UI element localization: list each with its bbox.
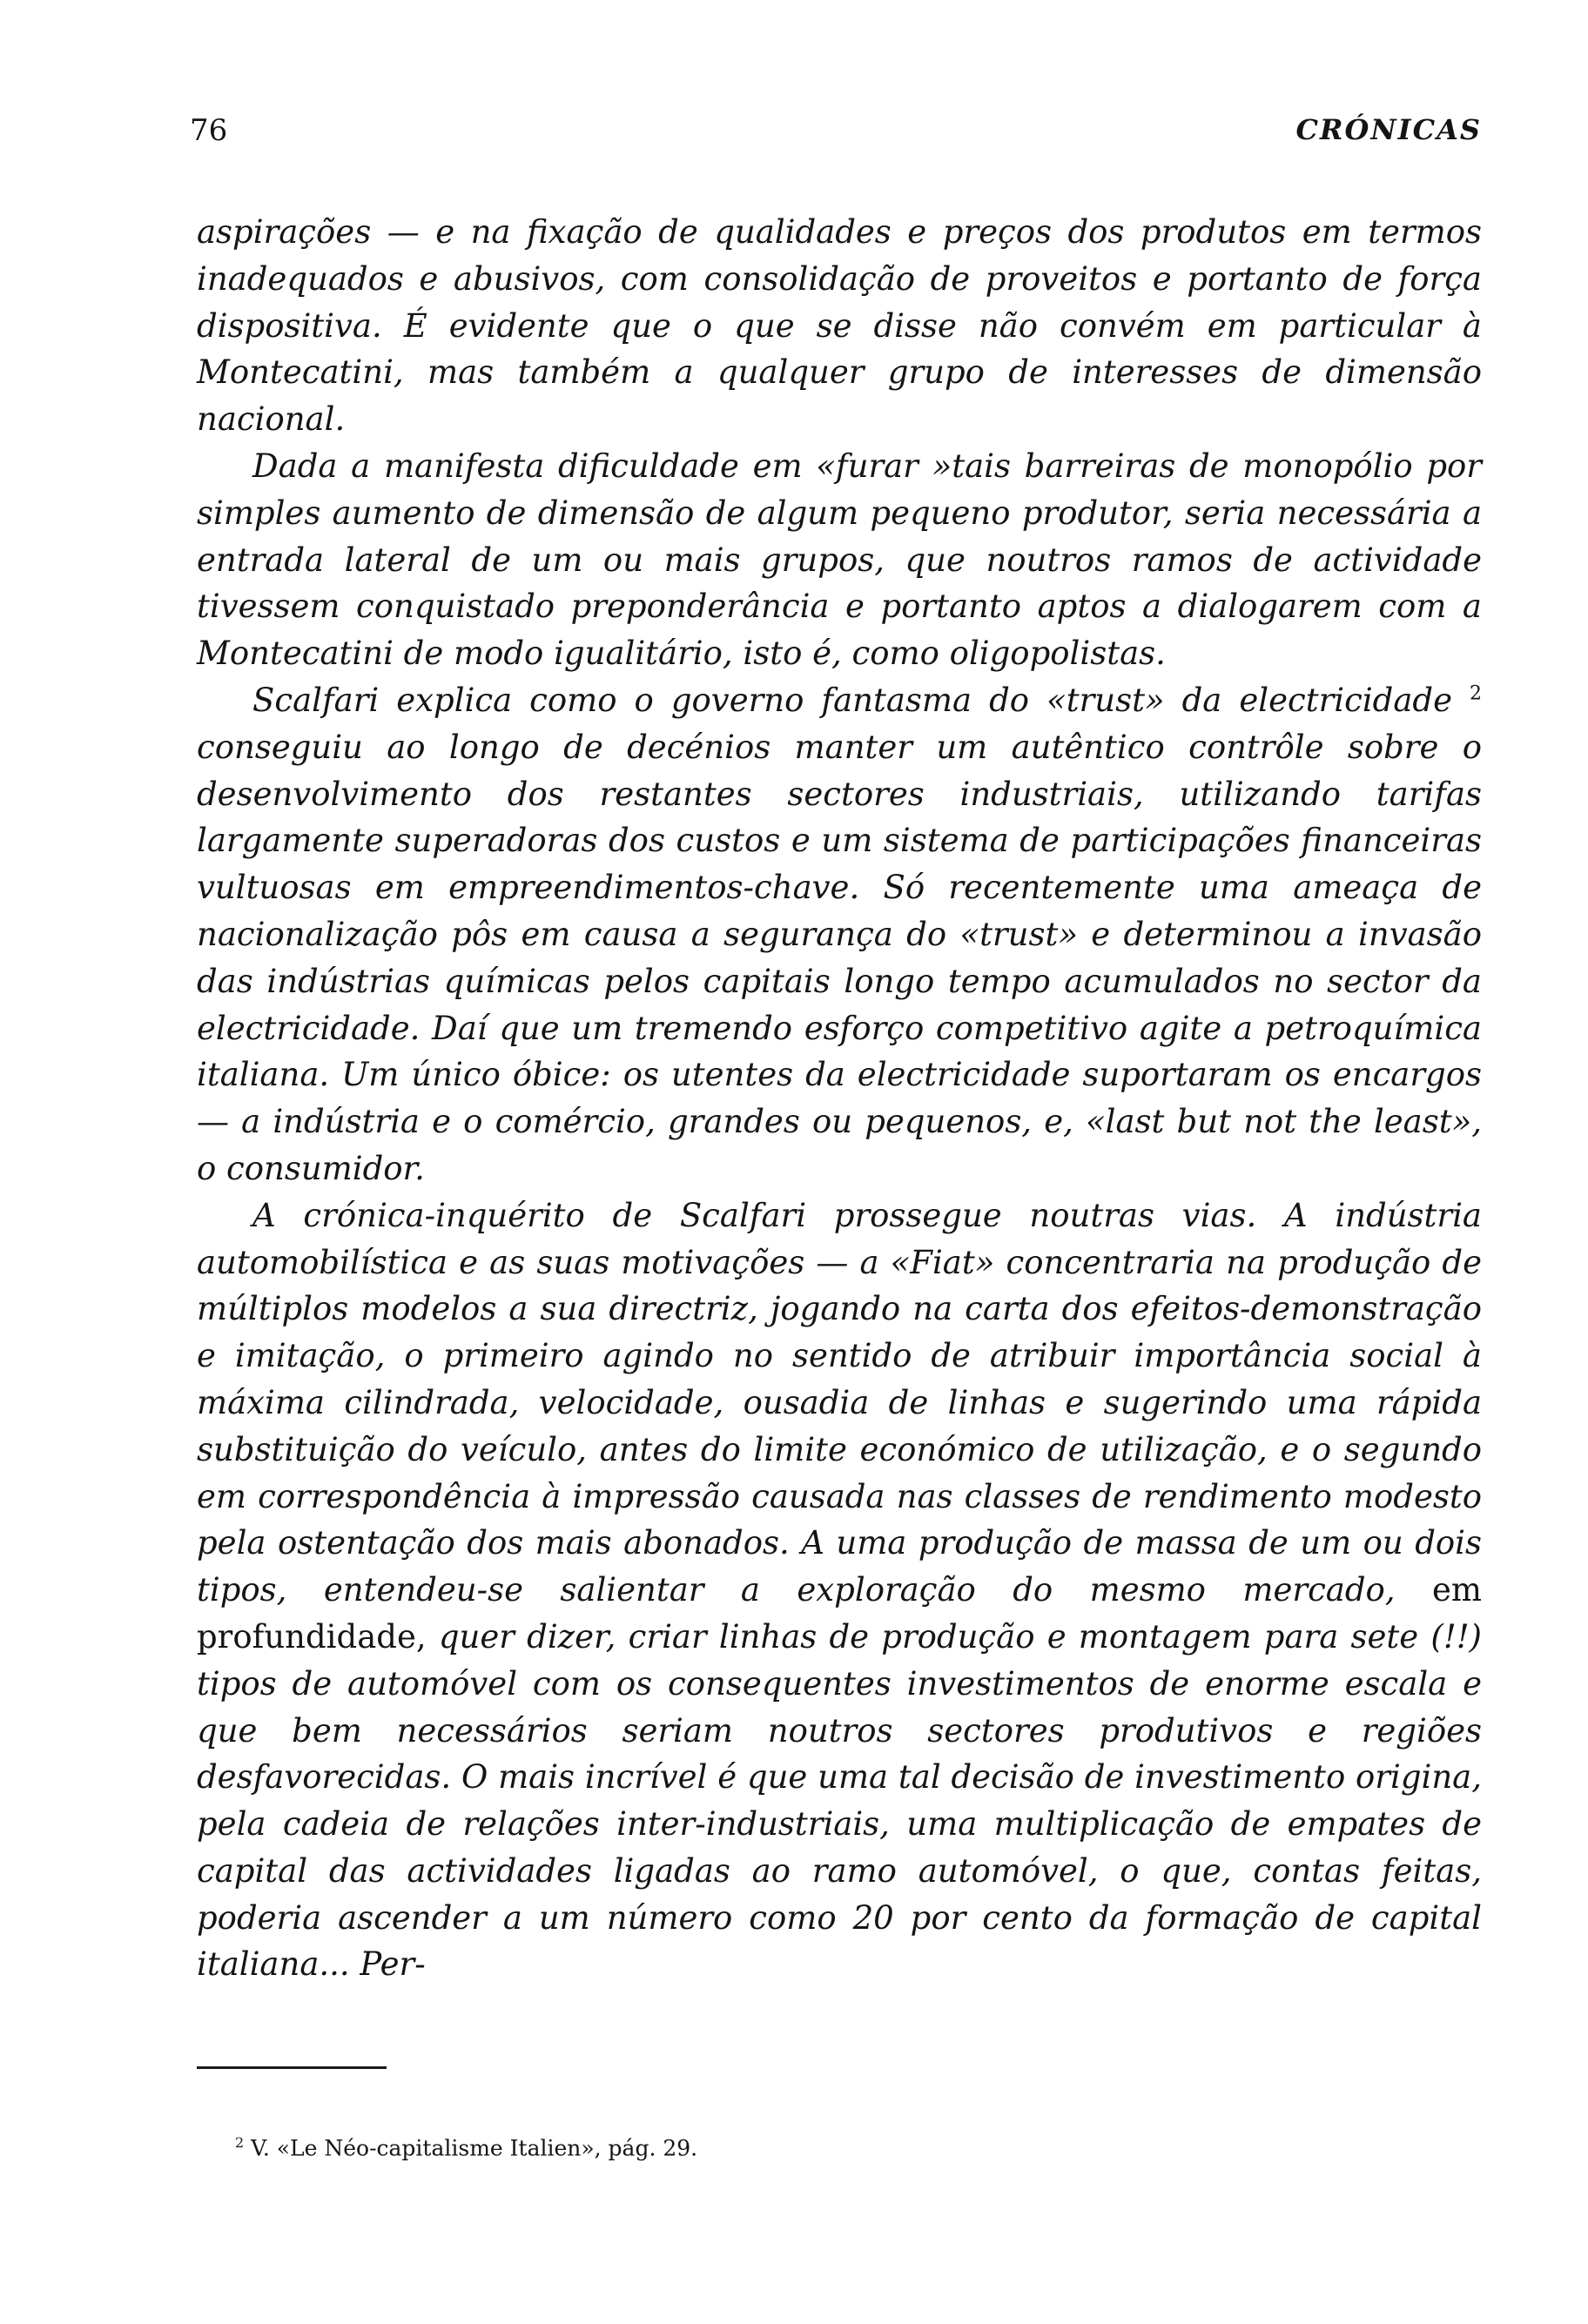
footnote-text: V. «Le Néo-capitalisme Italien», pág. 29.	[251, 2135, 698, 2161]
body-text	[197, 209, 1482, 1988]
paragraph	[197, 1192, 1482, 1989]
page-header	[190, 113, 1482, 157]
footnote-reference: 2	[1470, 682, 1483, 705]
roman-phrase: em profundidade,	[197, 1571, 1483, 1656]
page-number: 76	[190, 113, 228, 148]
paragraph-text: conseguiu ao longo de decénios manter um autêntico contrôle sobre o desenvolvimento dos restantes sectores industriais, utilizando tarifas largamente superadoras dos custos e um sistema de participações financeiras vultuosas em empreendimentos-chave. Só recentemente uma ameaça de nacionalização pôs em causa a segurança do «trust» e determinou a invasão das indústrias químicas pelos capitais longo tempo acumulados no sector da electricidade. Daí que um tremendo esforço competitivo agite a petroquímica italiana. Um único óbice: os utentes da electricidade suportaram os encargos — a indústria e o comércio, grandes ou pequenos, e, «last but not the least», o consumidor.	[197, 728, 1482, 1187]
footnote-divider	[197, 2066, 387, 2069]
paragraph-text: Dada a manifesta dificuldade em «furar »tais barreiras de monopólio por simples aumento de dimensão de algum pequeno produtor, seria necessária a entrada lateral de um ou mais grupos, que noutros ramos de actividade tivessem conquistado preponderância e portanto aptos a dialogarem com a Montecatini de modo igualitário, isto é, como oligopolistas.	[197, 447, 1482, 673]
paragraph-text: A crónica-inquérito de Scalfari prossegue noutras vias. A indústria automobilística e as suas motivações — a «Fiat» concentraria na produção de múltiplos modelos a sua directriz, jogando na carta dos efeitos-demonstração e imitação, o primeiro agindo no sentido de atribuir importância social à máxima cilindrada, velocidade, ousadia de linhas e sugerindo uma rápida substituição do veículo, antes do limite económico de utilização, e o segundo em correspondência à impressão causada nas classes de rendimento modesto pela ostentação dos mais abonados. A uma produção de massa de um ou dois tipos, entendeu-se salientar a exploração do mesmo mercado,	[197, 1196, 1482, 1609]
paragraph-text: Scalfari explica como o governo fantasma do «trust» da electricidade	[252, 681, 1452, 719]
footnote	[235, 2134, 697, 2160]
paragraph	[197, 443, 1482, 677]
paragraph-text: quer dizer, criar linhas de produção e montagem para sete (!!) tipos de automóvel com os consequentes investimentos de enorme escala e que bem necessários seriam noutros sectores produtivos e regiões desfavorecidas. O mais incrível é que uma tal decisão de investimento origina, pela cadeia de relações inter-industriais, uma multiplicação de empates de capital das actividades ligadas ao ramo automóvel, o que, contas feitas, poderia ascender a um número como 20 por cento da formação de capital italiana... Per-	[197, 1617, 1482, 1984]
running-head: CRÓNICAS	[1295, 113, 1482, 146]
paragraph-text: aspirações — e na fixação de qualidades e preços dos produtos em termos inadequados e abusivos, com consolidação de proveitos e portanto de força dispositiva. É evidente que o que se disse não convém em particular à Montecatini, mas também a qualquer grupo de interesses de dimensão nacional.	[197, 213, 1482, 439]
footnote-marker: 2	[235, 2134, 245, 2151]
paragraph	[197, 209, 1482, 443]
paragraph	[197, 677, 1482, 1192]
